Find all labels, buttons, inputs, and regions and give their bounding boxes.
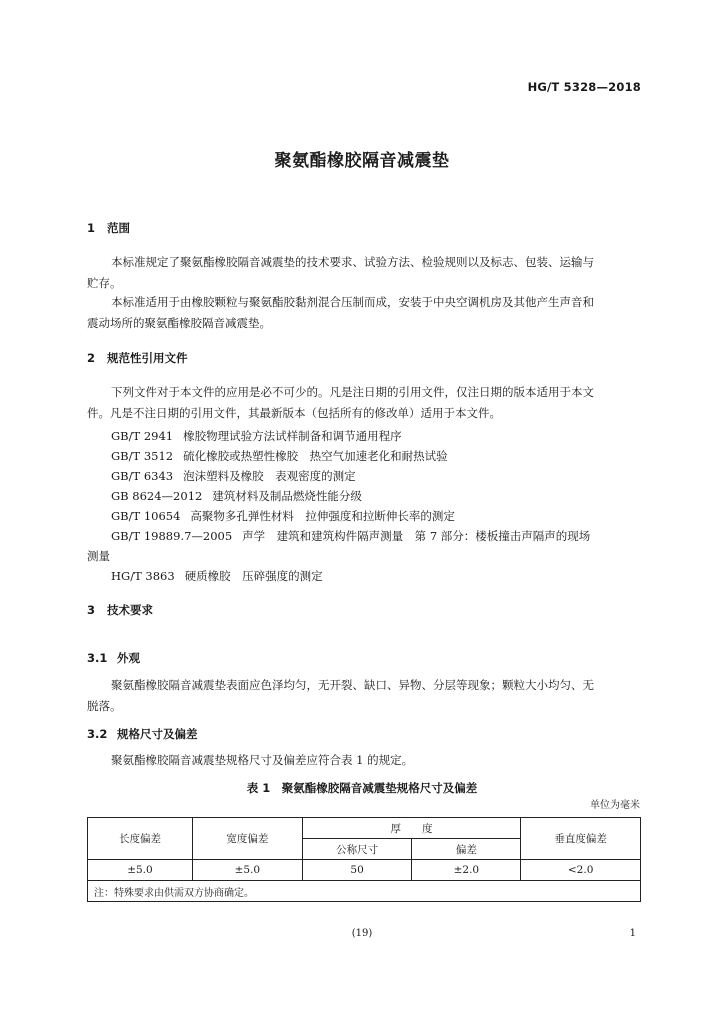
reference-item [111,508,455,524]
spec-table [87,817,641,902]
reference-code: GB/T 6343 [111,469,174,483]
cell-nominal-thickness: 50 [302,860,412,881]
reference-item [111,428,402,444]
document-title: 聚氨酯橡胶隔音减震垫 [274,151,450,171]
section-number: 1 [87,221,96,235]
section-number: 3 [87,603,96,617]
section-number: 2 [87,351,96,365]
text-line: 本标准适用于由橡胶颗粒与聚氨酯胶黏剂混合压制而成，安装于中央空调机房及其他产生声音和 [111,295,594,309]
header-length-deviation: 长度偏差 [88,818,193,860]
reference-continuation: 测量 [87,549,110,563]
section-1-heading [87,220,130,236]
section-2-intro [87,382,642,424]
reference-code: GB 8624—2012 [111,489,203,503]
cell-width-deviation: ±5.0 [192,860,302,881]
section-number: 3.1 [87,651,108,665]
text-line: 下列文件对于本文件的应用是必不可少的。凡是注日期的引用文件，仅注日期的版本适用于本文 [111,385,594,399]
text-line: 脱落。 [87,699,122,713]
reference-item [111,568,323,584]
section-3-1-heading [87,650,140,666]
reference-title: 橡胶物理试验方法试样制备和调节通用程序 [183,429,402,443]
section-1-paragraph-1 [87,252,642,294]
reference-code: GB/T 19889.7—2005 [111,529,233,543]
cell-length-deviation: ±5.0 [88,860,193,881]
section-1-paragraph-2 [87,292,642,334]
table-header-row [88,818,641,839]
cell-perpendicularity: <2.0 [521,860,641,881]
header-width-deviation: 宽度偏差 [192,818,302,860]
text-line: 贮存。 [87,276,122,290]
reference-title: 硬质橡胶 压碎强度的测定 [184,569,323,583]
section-number: 3.2 [87,727,108,741]
reference-title: 硫化橡胶或热塑性橡胶 热空气加速老化和耐热试验 [183,449,448,463]
reference-code: GB/T 10654 [111,509,181,523]
header-perpendicularity: 垂直度偏差 [521,818,641,860]
page-number: 1 [629,928,636,939]
section-title: 范围 [107,221,130,235]
table-caption: 表 1 聚氨酯橡胶隔音减震垫规格尺寸及偏差 [246,781,478,795]
text-line: 本标准规定了聚氨酯橡胶隔音减震垫的技术要求、试验方法、检验规则以及标志、包装、运输与 [111,255,594,269]
header-thickness-deviation: 偏差 [412,839,521,860]
table-note-row [88,881,641,902]
section-3-heading [87,602,153,618]
reference-code: HG/T 3863 [111,569,175,583]
section-title: 技术要求 [107,603,153,617]
header-thickness: 厚 度 [302,818,521,839]
header-nominal-size: 公称尺寸 [302,839,412,860]
section-3-1-text [87,675,642,717]
cell-thickness-deviation: ±2.0 [412,860,521,881]
table-note: 注：特殊要求由供需双方协商确定。 [88,881,641,902]
reference-title: 高聚物多孔弹性材料 拉伸强度和拉断伸长率的测定 [190,509,455,523]
standard-code: HG/T 5328—2018 [527,80,641,94]
text-line: 件。凡是不注日期的引用文件，其最新版本（包括所有的修改单）适用于本文件。 [87,406,501,420]
section-2-heading [87,350,188,366]
section-title: 规范性引用文件 [107,351,188,365]
footer-sequence: (19) [351,928,373,939]
reference-item [111,468,356,484]
reference-item [111,448,448,464]
section-3-2-text [87,750,642,771]
reference-title: 声学 建筑和建筑构件隔声测量 第 7 部分：楼板撞击声隔声的现场 [242,529,591,543]
text-line: 聚氨酯橡胶隔音减震垫表面应色泽均匀，无开裂、缺口、异物、分层等现象；颗粒大小均匀、无 [111,678,594,692]
text-line: 震动场所的聚氨酯橡胶隔音减震垫。 [87,316,271,330]
section-title: 规格尺寸及偏差 [117,727,198,741]
section-3-2-heading [87,726,198,742]
table-row [88,860,641,881]
text-line: 聚氨酯橡胶隔音减震垫规格尺寸及偏差应符合表 1 的规定。 [111,753,414,767]
reference-title: 泡沫塑料及橡胶 表观密度的测定 [183,469,356,483]
reference-title: 建筑材料及制品燃烧性能分级 [212,489,362,503]
reference-code: GB/T 3512 [111,449,174,463]
reference-item [111,528,590,544]
section-title: 外观 [117,651,140,665]
reference-item [111,488,362,504]
table-unit: 单位为毫米 [590,800,640,811]
reference-code: GB/T 2941 [111,429,174,443]
